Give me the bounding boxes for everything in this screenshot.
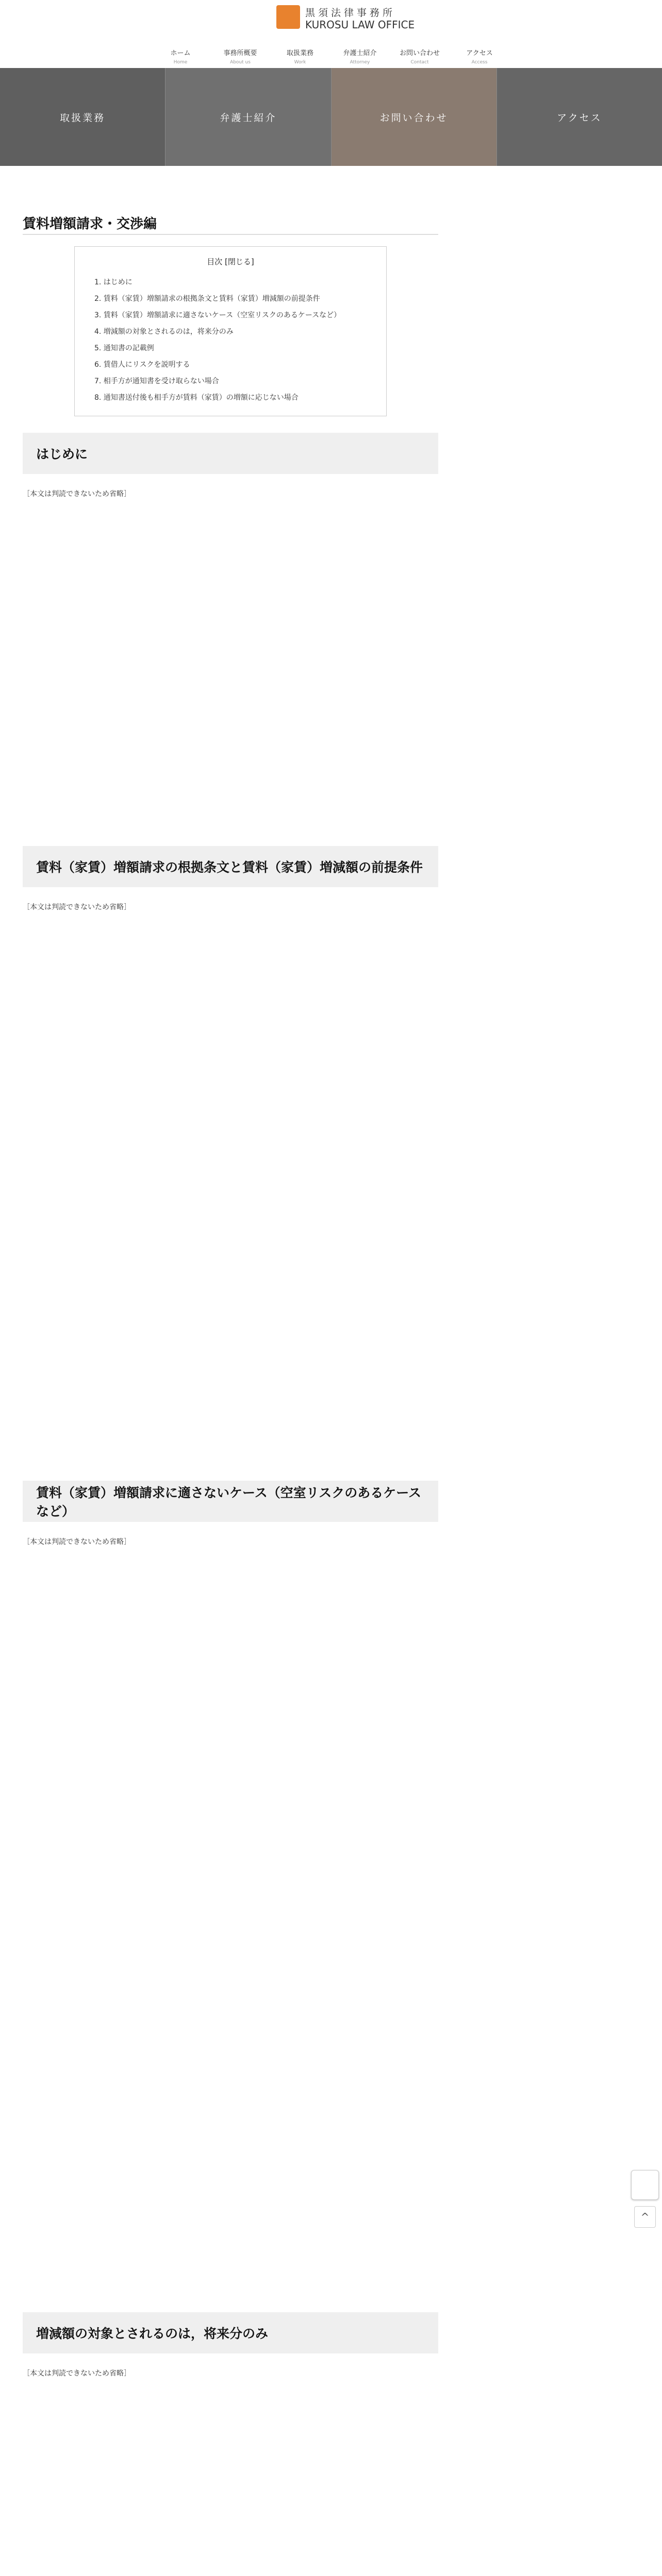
nav-label: 取扱業務 [286,49,313,57]
toc-list [94,274,367,406]
hero-panel-access[interactable] [497,68,662,166]
nav-label: お問い合わせ [399,49,440,57]
logo-mark-icon [276,5,300,29]
hero-panel-contact[interactable] [332,68,497,166]
nav-item-work[interactable] [274,47,326,65]
nav-item-contact[interactable] [394,47,445,65]
table-of-contents [74,246,387,416]
body-paragraph: ［本文は判読できないため省略］ [23,490,131,498]
toc-item[interactable]: 1. はじめに [94,278,133,286]
section-heading-future-only: 増減額の対象とされるのは，将来分のみ [23,2312,438,2353]
nav-sublabel: Contact [410,60,429,65]
back-to-top-button[interactable]: ^ [634,2206,656,2228]
hero-panel-label: お問い合わせ [379,112,448,124]
logo-name-en: KUROSU LAW OFFICE [305,19,415,31]
hero-panel-attorney[interactable] [166,68,331,166]
toc-item[interactable]: 7. 相手方が通知書を受け取らない場合 [94,377,219,385]
nav-sublabel: Home [173,60,188,65]
hero-panel-label: アクセス [557,112,602,124]
nav-item-attorney[interactable] [334,47,386,65]
main-content [0,166,662,2576]
hero-panel-label: 弁護士紹介 [220,112,277,124]
nav-item-about[interactable] [214,47,266,65]
body-paragraph: ［本文は判読できないため省略］ [23,1538,131,1546]
nav-sublabel: Access [471,60,488,65]
site-logo[interactable] [276,4,415,33]
hero-banner [0,68,662,166]
toc-item[interactable]: 8. 通知書送付後も相手方が賃料（家賃）の増額に応じない場合 [94,394,299,402]
toc-item[interactable]: 4. 増減額の対象とされるのは，将来分のみ [94,328,234,336]
nav-item-home[interactable] [155,47,206,65]
hero-panel-label: 取扱業務 [60,112,106,124]
nav-sublabel: Work [294,60,306,65]
logo-name-jp: 黒須法律事務所 [305,7,396,19]
site-header [0,0,662,68]
toc-item[interactable]: 3. 賃料（家賃）増額請求に適さないケース（空室リスクのあるケースなど） [94,311,341,319]
nav-item-access[interactable] [454,47,505,65]
section-heading-legal-basis: 賃料（家賃）増額請求の根拠条文と賃料（家賃）増減額の前提条件 [23,846,438,887]
nav-sublabel: Attorney [350,60,370,65]
body-paragraph: ［本文は判読できないため省略］ [23,2369,131,2378]
nav-label: ホーム [170,49,191,57]
toc-heading[interactable]: 目次 [閉じる] [207,257,254,266]
body-paragraph: ［本文は判読できないため省略］ [23,903,131,911]
toc-item[interactable]: 6. 賃借人にリスクを説明する [94,361,190,369]
page-title: 賃料増額請求・交渉編 [23,216,157,232]
hero-panel-work[interactable] [0,68,166,166]
nav-label: アクセス [466,49,493,57]
toc-item[interactable]: 5. 通知書の記載例 [94,344,154,352]
nav-label: 弁護士紹介 [343,49,377,57]
floating-widget [631,2170,659,2230]
section-heading-intro: はじめに [23,433,438,474]
nav-sublabel: About us [230,60,251,65]
title-divider [23,234,438,235]
recaptcha-badge-icon[interactable] [631,2170,659,2200]
toc-item[interactable]: 2. 賃料（家賃）増額請求の根拠条文と賃料（家賃）増減額の前提条件 [94,295,320,303]
global-nav [155,47,507,65]
nav-label: 事務所概要 [223,49,257,57]
section-heading-unsuitable-cases: 賃料（家賃）増額請求に適さないケース（空室リスクのあるケースなど） [23,1481,438,1522]
